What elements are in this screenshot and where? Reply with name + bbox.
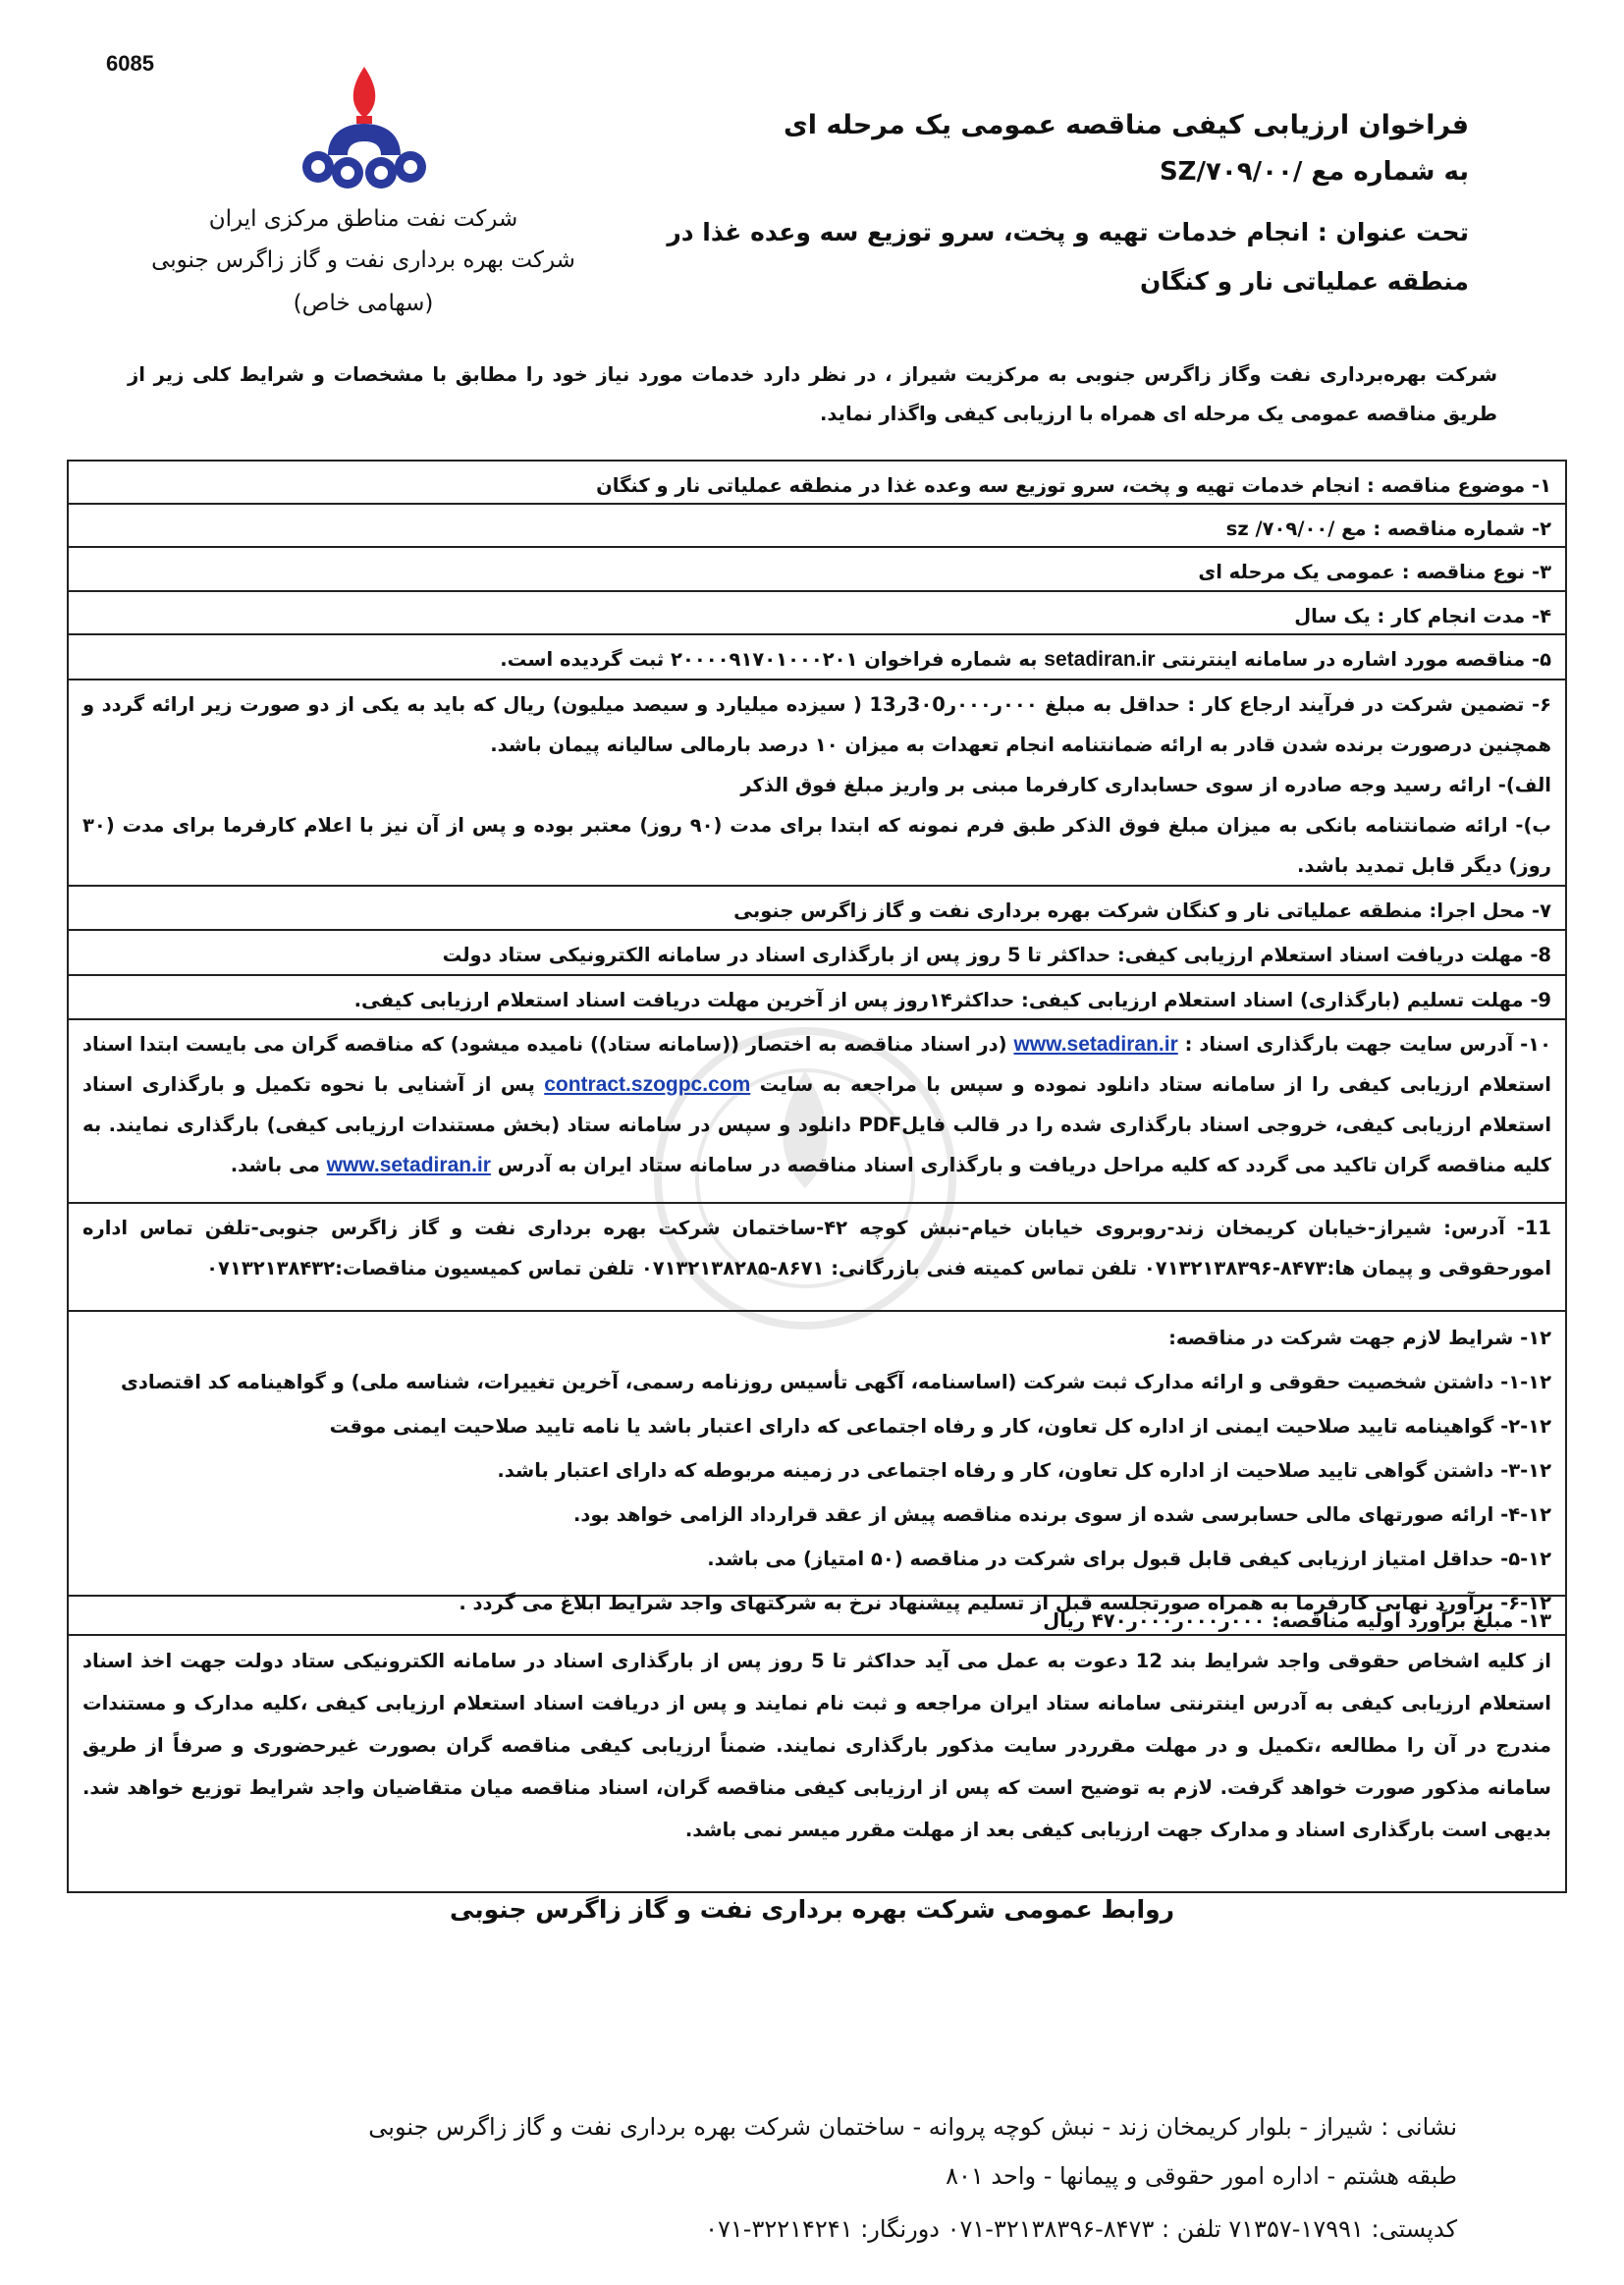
item-4-duration: ۴- مدت انجام کار : یک سال xyxy=(69,592,1565,635)
company-logo xyxy=(291,59,438,206)
item-5-registration: ۵- مناقصه مورد اشاره در سامانه اینترنتی setadiran.ir به شماره فراخوان ۲۰۰۰۰۹۱۷۰۱۰۰۰۲۰۱ ثبت گردیده است. xyxy=(69,635,1565,680)
closing-paragraph: از کلیه اشخاص حقوقی واجد شرایط بند 12 دعوت به عمل می آید حداکثر تا 5 روز پس از بارگذاری اسناد در سامانه الکترونیکی ستاد دولت جهت اخذ اسناد استعلام ارزیابی کیفی به آدرس اینترنتی سامانه ستاد ایران مراجعه و ثبت نام نمایند و پس از دریافت اسناد استعلام ارزیابی کیفی ،کلیه مدارک و مستندات مندرج در آن را مطالعه ،تکمیل و در مهلت مقرردر سایت مذکور بارگذاری نمایند. ضمناً ارزیابی کیفی مناقصه گران بصورت غیرحضوری و صرفاً از طریق سامانه مذکور صورت خواهد گرفت. لازم به توضیح است که پس از ارزیابی کیفی مناقصه گران، اسناد مناقصه میان متقاضیان واجد شرایط توزیع خواهد شد. بدیهی است بارگذاری اسناد و مدارک جهت ارزیابی کیفی بعد از مهلت مقرر میسر نمی باشد. xyxy=(82,1650,1551,1841)
item-13-estimate: ۱۳- مبلغ برآورد اولیه مناقصه: ۰۰۰ر۰۰۰ر۰۰۰ر۴۷۰ ریال xyxy=(69,1597,1565,1636)
footer-contact-line: کدپستی: ۱۷۹۹۱-۷۱۳۵۷ تلفن : ۸۴۷۳-۳۲۱۳۸۳۹۶-۰۷۱ دورنگار: ۳۲۲۱۴۲۴۱-۰۷۱ xyxy=(705,2215,1457,2243)
public-relations-signature: روابط عمومی شرکت بهره برداری نفت و گاز زاگرس جنوبی xyxy=(449,1895,1175,1924)
setadiran-link-2[interactable]: www.setadiran.ir xyxy=(326,1154,491,1176)
item-1-subject: ۱- موضوع مناقصه : انجام خدمات تهیه و پخت، سرو توزیع سه وعده غذا در منطقه عملیاتی نار و کنگان xyxy=(69,462,1565,505)
item-12-requirements: ۱۲- شرایط لازم جهت شرکت در مناقصه: ۱-۱۲- داشتن شخصیت حقوقی و ارائه مدارک ثبت شرکت (اساسنامه، آگهی تأسیس روزنامه رسمی، آخرین تغییرات، شناسه ملی) و گواهینامه کد اقتصادی ۲-۱۲- گواهینامه تایید صلاحیت ایمنی از اداره کل تعاون، کار و رفاه اجتماعی که دارای اعتبار باشد یا نامه تایید صلاحیت ایمنی موقت ۳-۱۲- داشتن گواهی تایید صلاحیت از اداره کل تعاون، کار و رفاه اجتماعی در زمینه مربوطه که دارای اعتبار باشد. ۴-۱۲- ارائه صورتهای مالی حسابرسی شده از سوی برنده مناقصه پیش از عقد قرارداد الزامی خواهد بود. ۵-۱۲- حداقل امتیاز ارزیابی کیفی قابل قبول برای شرکت در مناقصه (۵۰ امتیاز) می باشد. ۶-۱۲- برآورد نهایی کارفرما به همراه صورتجلسه قبل از تسلیم پیشنهاد نرخ به شرکتهای واجد شرایط ابلاغ می گردد . xyxy=(69,1312,1565,1597)
company-name-line2: شرکت بهره برداری نفت و گاز زاگرس جنوبی xyxy=(151,247,575,273)
item-11-contact-address: 11- آدرس: شیراز-خیابان کریمخان زند-روبروی خیابان خیام-نبش کوچه ۴۲-ساختمان شرکت بهره برداری نفت و گاز زاگرس جنوبی-تلفن تماس اداره امورحقوقی و پیمان ها:۸۴۷۳-۰۷۱۳۲۱۳۸۳۹۶ تلفن تماس کمیته فنی بازرگانی: ۸۶۷۱-۰۷۱۳۲۱۳۸۲۸۵ تلفن تماس کمیسیون مناقصات:۰۷۱۳۲۱۳۸۴۳۲ xyxy=(69,1204,1565,1312)
item-3-tender-type: ۳- نوع مناقصه : عمومی یک مرحله ای xyxy=(69,548,1565,592)
setadiran-text: setadiran.ir xyxy=(1044,648,1156,671)
item-2-tender-number: ۲- شماره مناقصه : مع /۷۰۹/۰۰/ sz xyxy=(69,505,1565,548)
company-name-line3: (سهامی خاص) xyxy=(293,291,434,316)
tender-details-table xyxy=(67,460,1567,1893)
contract-site-link[interactable]: contract.szogpc.com xyxy=(544,1073,751,1096)
document-number: 6085 xyxy=(106,51,154,76)
footer-address-line1: نشانی : شیراز - بلوار کریمخان زند - نبش کوچه پروانه - ساختمان شرکت بهره برداری نفت و گاز زاگرس جنوبی xyxy=(368,2113,1457,2141)
setadiran-link[interactable]: www.setadiran.ir xyxy=(1013,1033,1178,1056)
announcement-number: به شماره مع /۷۰۹/۰۰/SZ xyxy=(1159,157,1469,187)
item-10-upload-address: ۱۰- آدرس سایت جهت بارگذاری اسناد : www.setadiran.ir (در اسناد مناقصه به اختصار ((سامانه ستاد)) نامیده میشود) که مناقصه گران می بایست ابتدا اسناد استعلام ارزیابی کیفی را از سامانه ستاد دانلود نموده و سپس با مراجعه به سایت contract.szogpc.com پس از آشنایی با نحوه تکمیل و بارگذاری اسناد استعلام ارزیابی کیفی، خروجی اسناد بارگذاری شده را در قالب فایلPDF دانلود و سپس در سامانه ستاد (بخش مستندات ارزیابی کیفی) بارگذاری نمایند. به کلیه مناقصه گران تاکید می گردد که کلیه مراحل دریافت و بارگذاری اسناد مناقصه در سامانه ستاد ایران به آدرس www.setadiran.ir می باشد. xyxy=(69,1020,1565,1204)
item-8-receive-deadline: 8- مهلت دریافت اسناد استعلام ارزیابی کیفی: حداکثر تا 5 روز پس از بارگذاری اسناد در سامانه الکترونیکی ستاد دولت xyxy=(69,931,1565,976)
item-7-location: ۷- محل اجرا: منطقه عملیاتی نار و کنگان شرکت بهره برداری نفت و گاز زاگرس جنوبی xyxy=(69,887,1565,931)
intro-paragraph: شرکت بهره‌برداری نفت وگاز زاگرس جنوبی به مرکزیت شیراز ، در نظر دارد خدمات مورد نیاز خود را مطابق با مشخصات و شرایط کلی زیر از طریق مناقصه عمومی یک مرحله ای همراه با ارزیابی کیفی واگذار نماید. xyxy=(128,363,1497,425)
company-name-line1: شرکت نفت مناطق مرکزی ایران xyxy=(208,206,518,232)
item-6-guarantee: ۶- تضمین شرکت در فرآیند ارجاع کار : حداقل به مبلغ ۰۰۰ر۰۰۰ر3۰0ر13 ( سیزده میلیارد و سیصد میلیون) ریال که باید به یکی از دو صورت زیر ارائه گردد و همچنین درصورت برنده شدن قادر به ارائه ضمانتنامه انجام تعهدات به میزان ۱۰ درصد بارمالی سالیانه پیمان باشد. الف)- ارائه رسید وجه صادره از سوی حسابداری کارفرما مبنی بر واریز مبلغ فوق الذکر ب)- ارائه ضمانتنامه بانکی به میزان مبلغ فوق الذکر طبق فرم نمونه که ابتدا برای مدت (۹۰ روز) معتبر بوده و پس از آن نیز با اعلام کارفرما برای مدت (۳۰ روز) دیگر قابل تمدید باشد. xyxy=(69,680,1565,887)
item-9-submit-deadline: 9- مهلت تسلیم (بارگذاری) اسناد استعلام ارزیابی کیفی: حداکثر۱۴روز پس از آخرین مهلت دریافت اسناد استعلام ارزیابی کیفی. xyxy=(69,976,1565,1020)
announcement-subject: تحت عنوان : انجام خدمات تهیه و پخت، سرو توزیع سه وعده غذا در منطقه عملیاتی نار و کنگان xyxy=(667,218,1469,296)
announcement-title: فراخوان ارزیابی کیفی مناقصه عمومی یک مرحله ای xyxy=(784,110,1469,140)
footer-address-line2: طبقه هشتم - اداره امور حقوقی و پیمانها - واحد ۸۰۱ xyxy=(946,2162,1457,2190)
